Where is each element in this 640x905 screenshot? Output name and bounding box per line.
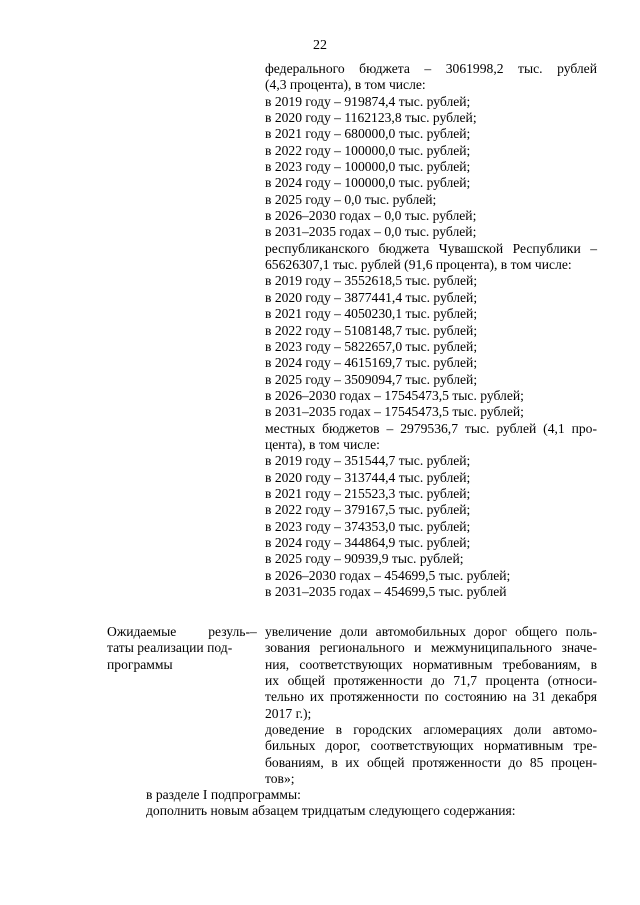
results-text-line: увеличение доли автомобильных дорог общего поль- [265, 624, 597, 639]
funding-line: в 2026–2030 годах – 0,0 тыс. рублей; [265, 208, 477, 224]
funding-line: в 2019 году – 919874,4 тыс. рублей; [265, 93, 471, 109]
funding-line: в 2022 году – 379167,5 тыс. рублей; [265, 502, 471, 518]
results-text-line: тов»; [265, 771, 295, 787]
funding-line: в 2024 году – 4615169,7 тыс. рублей; [265, 355, 478, 371]
funding-line: республиканского бюджета Чувашской Республики – [265, 240, 597, 256]
results-text-line: 2017 г.); [265, 705, 312, 721]
results-label-line: программы [107, 656, 173, 672]
footer-line: дополнить новым абзацем тридцатым следующего содержания: [146, 803, 516, 819]
funding-line: в 2025 году – 0,0 тыс. рублей; [265, 191, 437, 207]
footer-line: в разделе I подпрограммы: [146, 787, 301, 802]
expected-results-text [265, 624, 597, 787]
funding-line: в 2020 году – 3877441,4 тыс. рублей; [265, 289, 478, 305]
funding-line: в 2024 году – 344864,9 тыс. рублей; [265, 534, 471, 550]
funding-line: в 2026–2030 годах – 17545473,5 тыс. рублей; [265, 387, 524, 403]
funding-breakdown [265, 61, 597, 600]
funding-line: в 2021 году – 4050230,1 тыс. рублей; [265, 306, 478, 322]
funding-line: в 2020 году – 313744,4 тыс. рублей; [265, 469, 471, 485]
expected-results-label [107, 624, 250, 673]
funding-line: в 2019 году – 3552618,5 тыс. рублей; [265, 273, 478, 289]
funding-line: в 2021 году – 680000,0 тыс. рублей; [265, 126, 471, 142]
results-label-line: таты реализации под- [107, 640, 233, 656]
funding-line: в 2022 году – 100000,0 тыс. рублей; [265, 142, 471, 158]
results-text-line: доведение в городских агломерациях доли автомо- [265, 722, 597, 738]
funding-line: в 2023 году – 5822657,0 тыс. рублей; [265, 338, 478, 354]
funding-line: в 2025 году – 90939,9 тыс. рублей; [265, 551, 464, 567]
funding-line: в 2031–2035 годах – 17545473,5 тыс. рублей; [265, 404, 524, 420]
results-text-line: зования регионального и межмуниципального значе- [265, 640, 597, 656]
funding-line: в 2031–2035 годах – 454699,5 тыс. рублей [265, 584, 507, 599]
page-number: 22 [313, 38, 327, 53]
results-text-line: бильных дорог, соответствующих нормативным тре- [265, 738, 597, 754]
funding-line: в 2026–2030 годах – 454699,5 тыс. рублей; [265, 567, 511, 583]
results-text-line: тельно их протяженности по состоянию на 31 декабря [265, 689, 597, 705]
funding-line: в 2023 году – 100000,0 тыс. рублей; [265, 159, 471, 175]
funding-line: в 2025 году – 3509094,7 тыс. рублей; [265, 371, 478, 387]
expected-results-dash: – [250, 624, 257, 639]
results-text-line: их общей протяженности до 71,7 процента (относи- [265, 673, 597, 689]
results-text-line: ния, соответствующих нормативным требованиям, в [265, 656, 597, 672]
funding-line: в 2031–2035 годах – 0,0 тыс. рублей; [265, 224, 477, 240]
funding-line: (4,3 процента), в том числе: [265, 77, 426, 93]
funding-line: цента), в том числе: [265, 436, 380, 452]
results-label-line: Ожидаемые резуль- [107, 624, 250, 639]
amendment-instructions [146, 787, 606, 820]
funding-line: в 2023 году – 374353,0 тыс. рублей; [265, 518, 471, 534]
funding-line: в 2020 году – 1162123,8 тыс. рублей; [265, 110, 477, 126]
funding-line: в 2019 году – 351544,7 тыс. рублей; [265, 453, 471, 469]
funding-line: в 2022 году – 5108148,7 тыс. рублей; [265, 322, 478, 338]
funding-line: местных бюджетов – 2979536,7 тыс. рублей (4,1 про- [265, 420, 597, 436]
results-text-line: бованиям, в их общей протяженности до 85 процен- [265, 754, 597, 770]
funding-line: в 2024 году – 100000,0 тыс. рублей; [265, 175, 471, 191]
funding-line: 65626307,1 тыс. рублей (91,6 процента), в том числе: [265, 257, 572, 273]
funding-line: в 2021 году – 215523,3 тыс. рублей; [265, 485, 471, 501]
funding-line: федерального бюджета – 3061998,2 тыс. рублей [265, 61, 597, 76]
